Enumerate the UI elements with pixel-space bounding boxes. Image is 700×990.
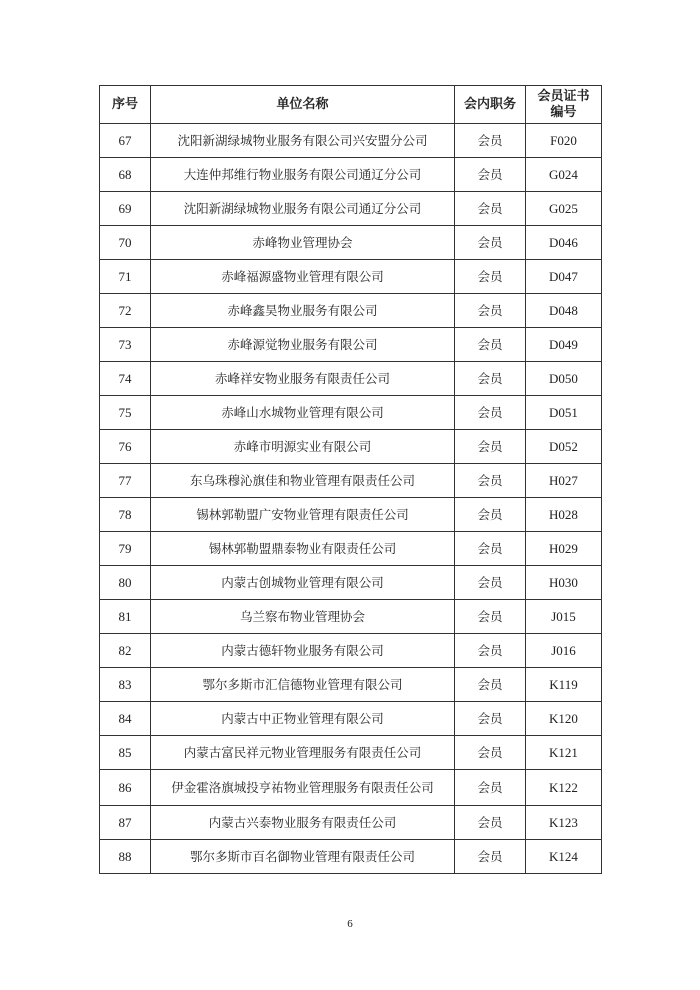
table-row xyxy=(100,464,602,498)
table-row xyxy=(100,736,602,770)
row-cert-number: J015 xyxy=(526,600,602,634)
row-cert-number: H027 xyxy=(526,464,602,498)
table-body xyxy=(100,124,602,874)
row-unit-name: 内蒙古兴泰物业服务有限责任公司 xyxy=(151,806,455,840)
row-unit-name: 内蒙古德轩物业服务有限公司 xyxy=(151,634,455,668)
row-unit-name: 赤峰山水城物业管理有限公司 xyxy=(151,396,455,430)
row-role: 会员 xyxy=(455,840,526,874)
header-role: 会内职务 xyxy=(455,86,526,124)
row-unit-name: 内蒙古中正物业管理有限公司 xyxy=(151,702,455,736)
row-cert-number: J016 xyxy=(526,634,602,668)
row-unit-name: 内蒙古创城物业管理有限公司 xyxy=(151,566,455,600)
row-unit-name: 鄂尔多斯市汇信德物业管理有限公司 xyxy=(151,668,455,702)
row-role: 会员 xyxy=(455,736,526,770)
row-cert-number: D046 xyxy=(526,226,602,260)
row-index: 70 xyxy=(100,226,151,260)
row-index: 85 xyxy=(100,736,151,770)
row-cert-number: G024 xyxy=(526,158,602,192)
row-index: 71 xyxy=(100,260,151,294)
row-index: 68 xyxy=(100,158,151,192)
row-index: 88 xyxy=(100,840,151,874)
row-unit-name: 赤峰鑫昊物业服务有限公司 xyxy=(151,294,455,328)
row-unit-name: 赤峰祥安物业服务有限责任公司 xyxy=(151,362,455,396)
row-index: 83 xyxy=(100,668,151,702)
table-row xyxy=(100,498,602,532)
table-row xyxy=(100,124,602,158)
row-role: 会员 xyxy=(455,260,526,294)
table-row xyxy=(100,532,602,566)
row-unit-name: 内蒙古富民祥元物业管理服务有限责任公司 xyxy=(151,736,455,770)
row-unit-name: 沈阳新湖绿城物业服务有限公司兴安盟分公司 xyxy=(151,124,455,158)
row-role: 会员 xyxy=(455,294,526,328)
row-cert-number: K119 xyxy=(526,668,602,702)
row-index: 78 xyxy=(100,498,151,532)
row-role: 会员 xyxy=(455,226,526,260)
row-cert-number: D051 xyxy=(526,396,602,430)
row-role: 会员 xyxy=(455,566,526,600)
table-row xyxy=(100,668,602,702)
row-role: 会员 xyxy=(455,668,526,702)
row-cert-number: K120 xyxy=(526,702,602,736)
row-index: 77 xyxy=(100,464,151,498)
row-index: 74 xyxy=(100,362,151,396)
table-row xyxy=(100,294,602,328)
row-index: 81 xyxy=(100,600,151,634)
row-cert-number: D047 xyxy=(526,260,602,294)
row-cert-number: H028 xyxy=(526,498,602,532)
row-index: 84 xyxy=(100,702,151,736)
table-row xyxy=(100,566,602,600)
row-index: 76 xyxy=(100,430,151,464)
table-row xyxy=(100,806,602,840)
row-unit-name: 鄂尔多斯市百名御物业管理有限责任公司 xyxy=(151,840,455,874)
row-role: 会员 xyxy=(455,192,526,226)
row-role: 会员 xyxy=(455,362,526,396)
row-role: 会员 xyxy=(455,634,526,668)
header-cert: 会员证书编号 xyxy=(526,86,602,124)
row-index: 69 xyxy=(100,192,151,226)
row-role: 会员 xyxy=(455,430,526,464)
row-unit-name: 沈阳新湖绿城物业服务有限公司通辽分公司 xyxy=(151,192,455,226)
row-unit-name: 赤峰市明源实业有限公司 xyxy=(151,430,455,464)
page-number: 6 xyxy=(347,918,353,930)
table-row xyxy=(100,362,602,396)
row-cert-number: K124 xyxy=(526,840,602,874)
row-index: 86 xyxy=(100,770,151,806)
row-unit-name: 赤峰源觉物业服务有限公司 xyxy=(151,328,455,362)
table-row xyxy=(100,260,602,294)
row-index: 73 xyxy=(100,328,151,362)
table-row xyxy=(100,158,602,192)
row-index: 72 xyxy=(100,294,151,328)
table-header-row xyxy=(100,86,602,124)
row-unit-name: 东乌珠穆沁旗佳和物业管理有限责任公司 xyxy=(151,464,455,498)
row-cert-number: F020 xyxy=(526,124,602,158)
row-role: 会员 xyxy=(455,158,526,192)
table-row xyxy=(100,770,602,806)
row-role: 会员 xyxy=(455,532,526,566)
row-role: 会员 xyxy=(455,464,526,498)
row-role: 会员 xyxy=(455,770,526,806)
row-index: 67 xyxy=(100,124,151,158)
row-cert-number: D050 xyxy=(526,362,602,396)
row-cert-number: H030 xyxy=(526,566,602,600)
row-index: 80 xyxy=(100,566,151,600)
row-role: 会员 xyxy=(455,702,526,736)
header-index: 序号 xyxy=(100,86,151,124)
row-index: 82 xyxy=(100,634,151,668)
row-unit-name: 锡林郭勒盟鼎泰物业有限责任公司 xyxy=(151,532,455,566)
row-cert-number: D049 xyxy=(526,328,602,362)
row-cert-number: K121 xyxy=(526,736,602,770)
row-unit-name: 赤峰物业管理协会 xyxy=(151,226,455,260)
row-unit-name: 赤峰福源盛物业管理有限公司 xyxy=(151,260,455,294)
table-row xyxy=(100,226,602,260)
row-role: 会员 xyxy=(455,124,526,158)
row-role: 会员 xyxy=(455,396,526,430)
table-row xyxy=(100,600,602,634)
table-row xyxy=(100,328,602,362)
row-cert-number: G025 xyxy=(526,192,602,226)
row-cert-number: H029 xyxy=(526,532,602,566)
row-cert-number: K122 xyxy=(526,770,602,806)
row-role: 会员 xyxy=(455,600,526,634)
header-name: 单位名称 xyxy=(151,86,455,124)
table-row xyxy=(100,396,602,430)
table-row xyxy=(100,430,602,464)
table-row xyxy=(100,634,602,668)
row-index: 75 xyxy=(100,396,151,430)
table-row xyxy=(100,702,602,736)
row-role: 会员 xyxy=(455,328,526,362)
row-index: 79 xyxy=(100,532,151,566)
row-unit-name: 大连仲邦维行物业服务有限公司通辽分公司 xyxy=(151,158,455,192)
row-role: 会员 xyxy=(455,498,526,532)
row-cert-number: D052 xyxy=(526,430,602,464)
table-row xyxy=(100,192,602,226)
member-table xyxy=(99,85,602,874)
table-row xyxy=(100,840,602,874)
row-unit-name: 锡林郭勒盟广安物业管理有限责任公司 xyxy=(151,498,455,532)
row-unit-name: 伊金霍洛旗城投亨祐物业管理服务有限责任公司 xyxy=(151,770,455,806)
row-role: 会员 xyxy=(455,806,526,840)
row-index: 87 xyxy=(100,806,151,840)
row-cert-number: K123 xyxy=(526,806,602,840)
row-cert-number: D048 xyxy=(526,294,602,328)
row-unit-name: 乌兰察布物业管理协会 xyxy=(151,600,455,634)
